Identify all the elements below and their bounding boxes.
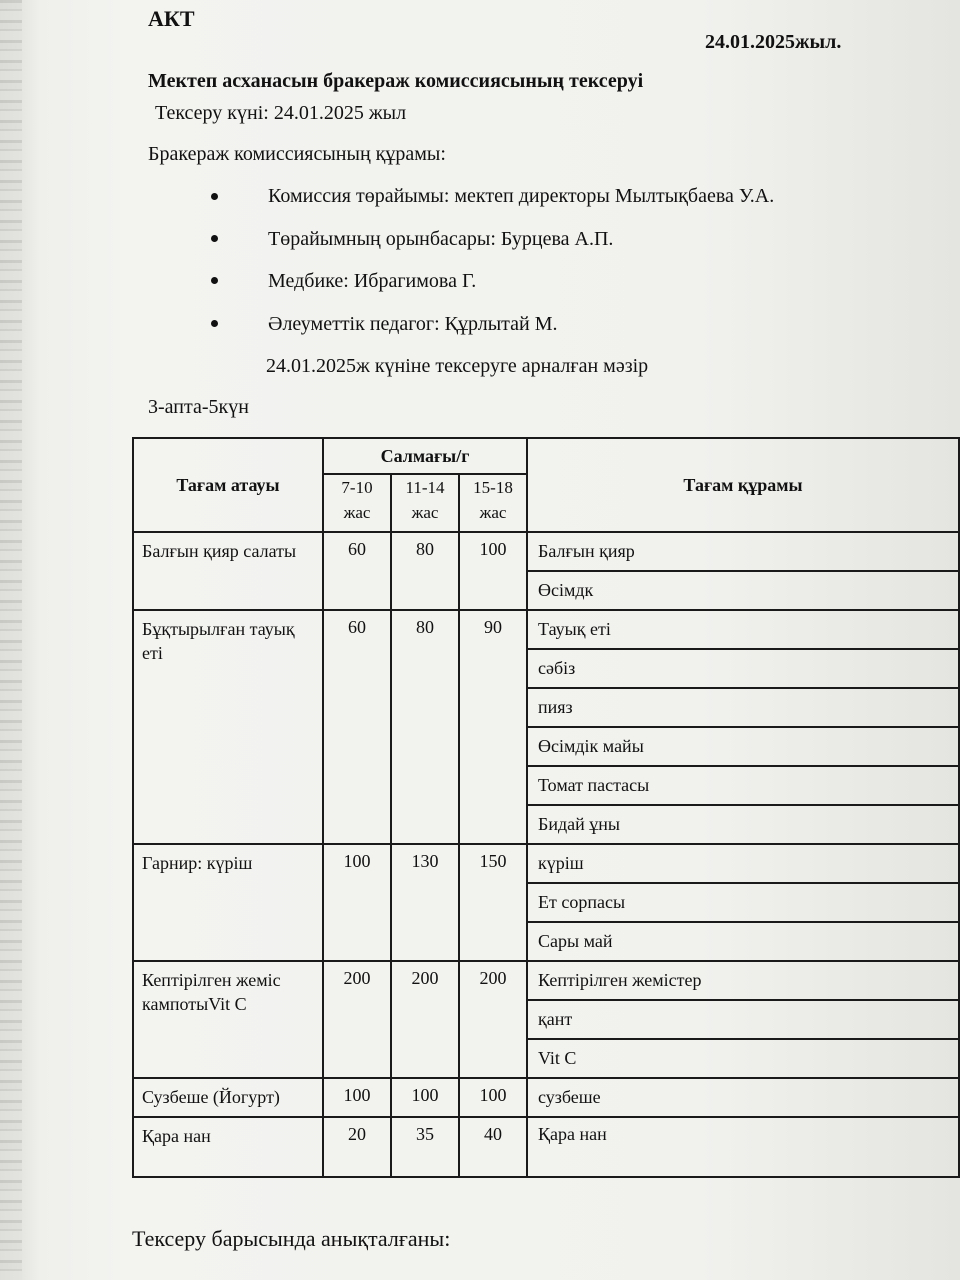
table-row: [133, 961, 959, 1000]
column-header-weight: Салмағы/г: [323, 438, 527, 474]
weight-11-14: 200: [391, 961, 459, 1078]
weight-15-18: 90: [459, 610, 527, 844]
ingredient: сузбеше: [527, 1078, 959, 1117]
bullet: [211, 277, 218, 284]
ingredient: Балғын қияр: [527, 532, 959, 571]
weight-7-10: 60: [323, 532, 391, 610]
column-header-dish: Тағам атауы: [133, 438, 323, 532]
weight-7-10: 200: [323, 961, 391, 1078]
weight-15-18: 100: [459, 532, 527, 610]
act-subtitle: Мектеп асханасын бракераж комиссиясының тексеруі: [148, 70, 644, 92]
weight-15-18: 150: [459, 844, 527, 961]
dish-name: Бұқтырылған тауық еті: [133, 610, 323, 844]
dish-name: Балғын қияр салаты: [133, 532, 323, 610]
ingredient: Vit C: [527, 1039, 959, 1078]
dish-name: Сузбеше (Йогурт): [133, 1078, 323, 1117]
column-header-composition: Тағам құрамы: [527, 438, 959, 532]
commission-nurse: Медбике: Ибрагимова Г.: [268, 270, 477, 292]
ingredient: күріш: [527, 844, 959, 883]
bullet: [211, 193, 218, 200]
weight-15-18: 40: [459, 1117, 527, 1177]
commission-heading: Бракераж комиссиясының құрамы:: [148, 143, 446, 165]
age-header: 11-14 жас: [391, 474, 459, 532]
ingredient: қант: [527, 1000, 959, 1039]
dish-name: Қара нан: [133, 1117, 323, 1177]
commission-deputy: Төрайымның орынбасары: Бурцева А.П.: [268, 228, 614, 250]
menu-table: [132, 437, 960, 1178]
table-row: [133, 1117, 959, 1177]
menu-title: 24.01.2025ж күніне тексеруге арналған мәзір: [266, 355, 649, 377]
ingredient: Өсімдік майы: [527, 727, 959, 766]
age-header: 15-18 жас: [459, 474, 527, 532]
ingredient: Кептірілген жемістер: [527, 961, 959, 1000]
ingredient: Томат пастасы: [527, 766, 959, 805]
ingredient: сәбіз: [527, 649, 959, 688]
weight-11-14: 100: [391, 1078, 459, 1117]
paper-edge: [0, 0, 22, 1280]
weight-11-14: 80: [391, 610, 459, 844]
weight-11-14: 80: [391, 532, 459, 610]
dish-name: Гарнир: күріш: [133, 844, 323, 961]
check-date: Тексеру күні: 24.01.2025 жыл: [155, 102, 407, 124]
ingredient: Ет сорпасы: [527, 883, 959, 922]
weight-11-14: 35: [391, 1117, 459, 1177]
ingredient: Өсімдк: [527, 571, 959, 610]
weight-7-10: 20: [323, 1117, 391, 1177]
ingredient: Бидай ұны: [527, 805, 959, 844]
bullet: [211, 320, 218, 327]
table-row: [133, 532, 959, 571]
table-row: [133, 610, 959, 649]
weight-15-18: 200: [459, 961, 527, 1078]
ingredient: Сары май: [527, 922, 959, 961]
act-date: 24.01.2025жыл.: [705, 31, 842, 53]
week-day: 3-апта-5күн: [148, 396, 249, 418]
ingredient: Тауық еті: [527, 610, 959, 649]
commission-chair: Комиссия төрайымы: мектеп директоры Мылтықбаева У.А.: [268, 185, 775, 207]
commission-social-pedagogue: Әлеуметтік педагог: Құрлытай М.: [268, 313, 558, 335]
weight-7-10: 100: [323, 844, 391, 961]
act-title: АКТ: [148, 6, 195, 31]
age-header: 7-10 жас: [323, 474, 391, 532]
weight-7-10: 100: [323, 1078, 391, 1117]
dish-name: Кептірілген жеміс кампотыVit C: [133, 961, 323, 1078]
findings-heading: Тексеру барысында анықталғаны:: [132, 1226, 451, 1251]
weight-15-18: 100: [459, 1078, 527, 1117]
weight-7-10: 60: [323, 610, 391, 844]
bullet: [211, 235, 218, 242]
weight-11-14: 130: [391, 844, 459, 961]
ingredient: Қара нан: [527, 1117, 959, 1177]
table-row: [133, 844, 959, 883]
table-row: [133, 1078, 959, 1117]
ingredient: пияз: [527, 688, 959, 727]
